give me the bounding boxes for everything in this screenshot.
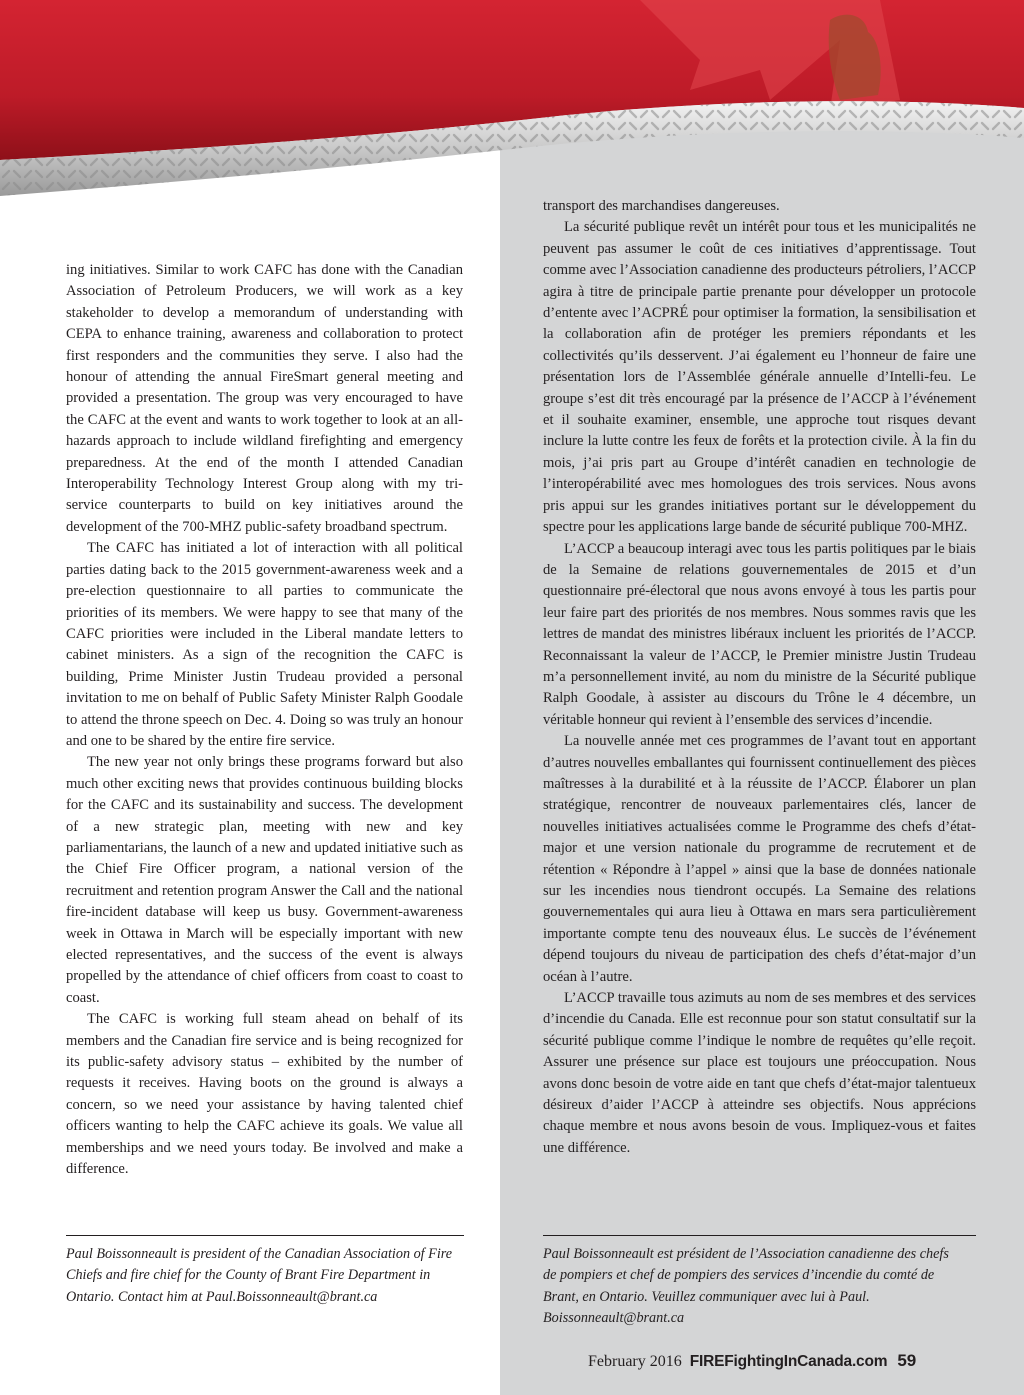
footer-page-number: 59 xyxy=(897,1351,917,1370)
french-paragraph: L’ACCP a beaucoup interagi avec tous les partis politiques par le biais de la Semaine de relations gouvernementales de 2015 et d’un questionnaire pré-électoral que nous avons envoyé à tous les partis pour leur faire part des priorités de nos membres. Nous sommes ravis que les lettres de mandat des ministres libéraux incluent les priorités de l’ACCP. Reconnaissant la valeur de l’ACCP, le Premier ministre Justin Trudeau m’a personnellement invité, au nom du ministre de la Sécurité publique Ralph Goodale, à assister au discours du Trône le 4 décembre, un véritable honneur qui revient à l’ensemble des services d’incendie. xyxy=(543,540,976,728)
english-author-bio: Paul Boissonneault is president of the Canadian Association of Fire Chiefs and fire chief for the County of Brant Fire Department in Ontario. Contact him at Paul.Boissonneault@brant.ca xyxy=(66,1246,453,1305)
footer-issue-date: February 2016 xyxy=(588,1353,682,1370)
french-article-column xyxy=(543,196,976,1159)
english-bio-divider xyxy=(66,1235,464,1236)
french-paragraph: L’ACCP travaille tous azimuts au nom de ses membres et des services d’incendie du Canada. Elle est reconnue pour son statut consultatif sur la sécurité publique comme l’indique le nombre de requêtes qu’elle reçoit. Assurer une présence sur place est toujours une préoccupation. Nous avons donc besoin de votre aide en tant que chefs d’état-major talentueux désireux d’aider l’ACCP à atteindre ses objectifs. Nous apprécions chaque membre et nous avons besoin de vous. Impliquez-vous et faites une différence. xyxy=(543,990,976,1156)
header-banner xyxy=(0,0,1024,200)
french-paragraph: La nouvelle année met ces programmes de l’avant tout en apportant d’autres nouvelles emballantes qui fournissent continuellement des pièces maîtresses à la durabilité et à la réussite de l’ACCP. Élaborer un plan stratégique, rencontrer de nouveaux parlementaires clés, lancer de nouvelles initiatives actualisées comme le Programme des chefs d’état-major et une version nationale du programme de recrutement et de rétention « Répondre à l’appel » ainsi que la base de données nationale sur les incendies nous tiendront occupés. La Semaine des relations gouvernementales qui aura lieu à Ottawa en mars sera particulièrement importante compte tenu des nouveaux élus. Le succès de l’événement dépend toujours du niveau de participation des chefs d’état-major d’un océan à l’autre. xyxy=(543,733,976,985)
footer-website: FIREFightingInCanada.com xyxy=(689,1353,888,1370)
french-author-bio: Paul Boissonneault est président de l’Association canadienne des chefs de pompiers et chef de pompiers des services d’incendie du comté de Brant, en Ontario. Veuillez communiquer avec lui à Paul. Boissonneault@brant.ca xyxy=(543,1246,949,1326)
page-footer xyxy=(588,1349,968,1373)
english-paragraph: The CAFC is working full steam ahead on behalf of its members and the Canadian fire service and is being recognized for its public-safety advisory status – exhibited by the number of requests it receives. Having boots on the ground is always a concern, so we need your assistance by having talented chief officers wanting to help the CAFC achieve its goals. We value all memberships and we need yours today. Be involved and make a difference. xyxy=(66,1011,463,1178)
french-paragraph: transport des marchandises dangereuses. xyxy=(543,198,780,214)
english-paragraph: The new year not only brings these programs forward but also much other exciting news that provides continuous building blocks for the CAFC and its sustainability and success. The development of a new strategic plan, meeting with new and key parliamentarians, the launch of a new and updated initiative such as the Chief Fire Officer program, a national version of the recruitment and retention program Answer the Call and the national fire-incident database will keep us busy. Government-awareness week in Ottawa in March will be especially important with new elected representatives, and the success of the event is always propelled by the attendance of chief officers from coast to coast to coast. xyxy=(66,754,463,1006)
english-paragraph: ing initiatives. Similar to work CAFC has done with the Canadian Association of Petroleum Producers, we will work as a key stakeholder to develop a memorandum of understanding with CEPA to enhance training, awareness and collaboration to protect first responders and the communities they serve. I also had the honour of attending the annual FireSmart general meeting and provided a presentation. The group was very encouraged to have the CAFC at the event and wants to work together to look at an all-hazards approach to include wildland firefighting and emergency preparedness. At the end of the month I attended Canadian Interoperability Technology Interest Group along with my tri-service counterparts to build on key initiatives around the development of the 700-MHZ public-safety broadband spectrum. xyxy=(66,262,463,535)
french-bio-divider xyxy=(543,1235,976,1236)
english-paragraph: The CAFC has initiated a lot of interaction with all political parties dating back to the 2015 government-awareness week and a pre-election questionnaire to all parties to communicate the priorities of its members. We were happy to see that many of the CAFC priorities were included in the Liberal mandate letters to cabinet ministers. As a sign of the recognition the CAFC is building, Prime Minister Justin Trudeau provided a personal invitation to me on behalf of Public Safety Minister Ralph Goodale to attend the throne speech on Dec. 4. Doing so was truly an honour and one to be shared by the entire fire service. xyxy=(66,540,463,749)
french-paragraph: La sécurité publique revêt un intérêt pour tous et les municipalités ne peuvent pas assumer le coût de ces initiatives d’apprentissage. Tout comme avec l’Association canadienne des producteurs pétroliers, l’ACCP agira à titre de principale partie prenante pour développer un protocole d’entente avec l’ACPRÉ pour optimiser la formation, la sensibilisation et la collaboration afin de protéger les premiers répondants et les collectivités qu’ils desservent. J’ai également eu l’honneur de faire une présentation lors de l’Assemblée générale annuelle d’Intelli-feu. Le groupe s’est dit très encouragé par la présence de l’ACCP à l’événement et il souhaite examiner, ensemble, une approche tout risques devant inclure la lutte contre les feux de forêts et la protection civile. À la fin du mois, j’ai pris part au Groupe d’intérêt canadien en technologie de l’interopérabilité avec mes homologues des trois services. Nous avons pris appui sur les grandes initiatives portant sur le développement du spectre pour les applications large bande de sécurité publique 700-MHZ. xyxy=(543,219,976,536)
english-article-column xyxy=(66,260,463,1180)
